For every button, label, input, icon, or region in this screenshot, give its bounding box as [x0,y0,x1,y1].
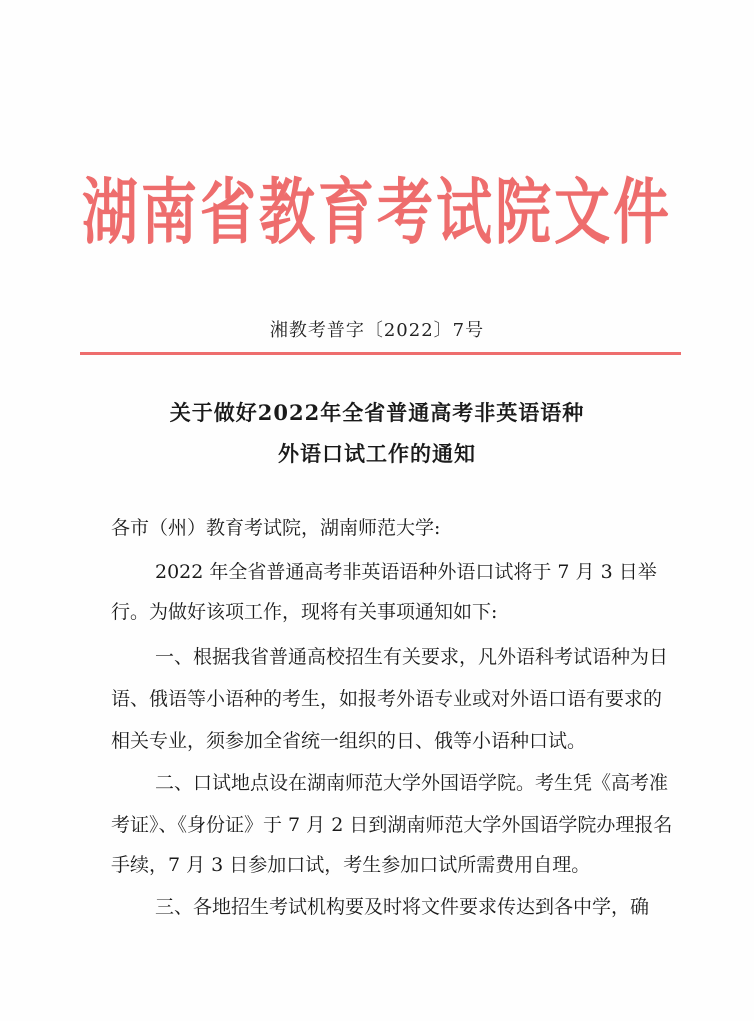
body-line-6: 二、口试地点设在湖南师范大学外国语学院。考生凭《高考准 [155,772,669,794]
document-header-title: 湖南省教育考试院文件 [82,171,672,256]
body-line-7: 考证》、《身份证》于 7 月 2 日到湖南师范大学外国语学院办理报名 [111,814,673,836]
salutation: 各市（州）教育考试院，湖南师范大学: [111,517,441,539]
notice-title-line-2: 外语口试工作的通知 [278,441,476,466]
body-line-4: 语、俄语等小语种的考生，如报考外语专业或对外语口语有要求的 [111,688,663,710]
red-divider-rule [80,352,681,355]
body-line-8: 手续，7 月 3 日参加口试，考生参加口试所需费用自理。 [111,854,591,876]
notice-title-line-1: 关于做好2022年全省普通高考非英语语种 [169,400,585,425]
document-number: 湘教考普字〔2022〕7号 [269,320,485,341]
body-line-2: 行。为做好该项工作，现将有关事项通知如下: [111,601,498,623]
body-line-3: 一、根据我省普通高校招生有关要求，凡外语科考试语种为日 [155,646,669,668]
body-line-5: 相关专业，须参加全省统一组织的日、俄等小语种口试。 [111,730,587,752]
body-line-9: 三、各地招生考试机构要及时将文件要求传达到各中学，确 [155,896,650,918]
body-line-1: 2022 年全省普通高考非英语语种外语口试将于 7 月 3 日举 [155,561,657,583]
